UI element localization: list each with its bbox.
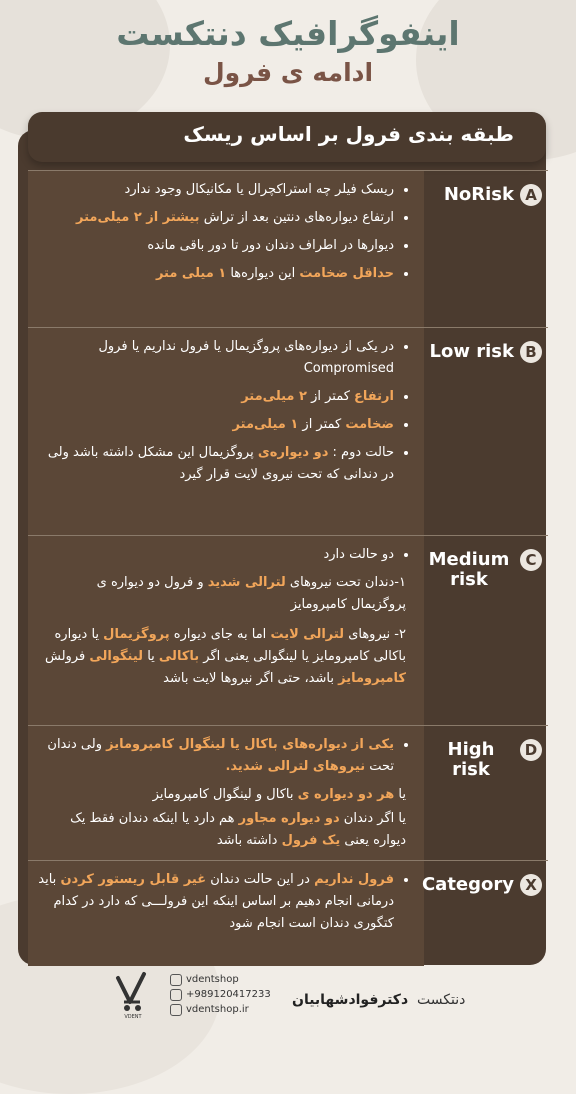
highlight-text: بیشتر از ۲ میلی‌متر xyxy=(76,210,200,225)
body-text: یا دیواره باکالی کامپرومایز یا لینگوالی یعنی اگر xyxy=(54,627,406,664)
risk-row-label xyxy=(421,861,548,966)
page-title: اینفوگرافیک دنتکست xyxy=(116,14,460,53)
body-text: و فرول دو دیواره ی پروگزیمال کامپرومایز xyxy=(96,575,406,612)
risk-level-name: High risk xyxy=(447,739,495,780)
risk-badge: X xyxy=(520,874,542,896)
risk-badge: C xyxy=(520,549,542,571)
risk-row-label xyxy=(428,726,548,861)
bullet-list xyxy=(38,179,410,285)
list-item xyxy=(38,442,394,486)
instagram-icon xyxy=(170,974,182,986)
highlight-text: یک فرول xyxy=(281,833,341,848)
footer-contacts xyxy=(170,972,271,1017)
highlight-text: دو دیواره‌ی xyxy=(257,445,329,460)
body-text: یا اگر دندان xyxy=(339,811,406,826)
paragraph xyxy=(38,572,410,616)
highlight-text: ارتفاع xyxy=(354,389,394,404)
risk-row-label xyxy=(428,328,548,536)
phone-icon xyxy=(170,989,182,1001)
risk-badge: D xyxy=(520,739,542,761)
risk-description xyxy=(38,544,410,692)
bullet-list xyxy=(38,336,410,486)
risk-row-content xyxy=(28,726,424,861)
body-text: باید درمانی انجام دهیم بر اساس اینکه این فرولـــی که دارد در کدام کتگوری دندان است انجام شود xyxy=(38,872,394,931)
body-text: حالت دوم : xyxy=(328,445,394,460)
highlight-text: غیر قابل ریستور کردن xyxy=(60,872,207,887)
list-item xyxy=(38,263,394,285)
list-item xyxy=(38,207,394,229)
highlight-text: یکی از دیواره‌های باکال یا لینگوال کامپرومایز xyxy=(106,737,394,752)
body-text: باشد، حتی اگر نیروها لایت باشد xyxy=(163,671,339,686)
section-header-text: طبقه بندی فرول بر اساس ریسک xyxy=(183,122,514,146)
highlight-text: ۱ میلی‌متر xyxy=(232,417,299,432)
risk-label xyxy=(430,342,542,363)
highlight-text: ۲ میلی‌متر xyxy=(241,389,307,404)
phone-contact[interactable]: +989120417233 xyxy=(170,987,271,1002)
website-contact[interactable]: vdentshop.ir xyxy=(170,1002,271,1017)
body-text: دو حالت دارد xyxy=(323,547,394,562)
paragraph xyxy=(38,624,410,690)
list-item xyxy=(38,544,394,566)
body-text: فرولش xyxy=(45,649,90,664)
list-item xyxy=(38,414,394,436)
body-text: کمتر از xyxy=(306,389,355,404)
list-item xyxy=(38,235,394,257)
list-item xyxy=(38,179,394,201)
risk-row-content xyxy=(28,328,424,536)
highlight-text: دو دیواره مجاور xyxy=(238,811,340,826)
risk-row xyxy=(28,535,548,726)
bullet-list xyxy=(38,869,410,935)
highlight-text: لترالی لایت xyxy=(270,627,345,642)
body-text: هم دارد یا اینکه دندان فقط یک دیواره یعنی xyxy=(70,811,406,848)
highlight-text: حداقل ضخامت xyxy=(299,266,394,281)
highlight-text: باکالی xyxy=(158,649,200,664)
risk-description xyxy=(38,734,410,854)
risk-row-content xyxy=(28,171,424,328)
highlight-text: ۱ میلی متر xyxy=(155,266,227,281)
body-text: ۲- نیروهای xyxy=(344,627,406,642)
body-text: این دیواره‌ها xyxy=(226,266,300,281)
risk-description xyxy=(38,336,410,492)
list-item xyxy=(38,734,394,778)
risk-description xyxy=(38,869,410,941)
globe-icon xyxy=(170,1004,182,1016)
risk-level-name: Medium risk xyxy=(428,549,510,590)
body-text: باکال و لینگوال کامپرومایز xyxy=(152,787,298,802)
highlight-text: لترالی شدید xyxy=(207,575,286,590)
body-text: یا xyxy=(143,649,159,664)
risk-label xyxy=(428,740,542,780)
body-text: یا xyxy=(394,787,406,802)
page-subtitle: ادامه ی فرول xyxy=(202,58,374,87)
risk-row xyxy=(28,327,548,536)
highlight-text: نیروهای لترالی شدید. xyxy=(225,759,366,774)
risk-badge: A xyxy=(520,184,542,206)
risk-label xyxy=(444,185,542,206)
risk-row-content xyxy=(28,861,424,966)
body-text: کمتر از xyxy=(298,417,346,432)
risk-row-label xyxy=(428,171,548,328)
risk-row xyxy=(28,170,548,328)
vdent-logo-icon xyxy=(110,968,156,1020)
highlight-text: هر دو دیواره ی xyxy=(297,787,395,802)
risk-level-name: Category xyxy=(421,874,514,895)
risk-label xyxy=(422,875,542,896)
list-item xyxy=(38,386,394,408)
risk-badge: B xyxy=(520,341,542,363)
body-text: داشته باشد xyxy=(216,833,282,848)
risk-row xyxy=(28,860,548,966)
paragraph xyxy=(38,784,410,806)
body-text: ۱-دندان تحت نیروهای xyxy=(285,575,406,590)
body-text: در یکی از دیواره‌های پروگزیمال یا فرول نداریم یا فرول Compromised xyxy=(98,339,394,376)
list-item xyxy=(38,336,394,380)
risk-label xyxy=(424,550,542,590)
svg-text:VDENT: VDENT xyxy=(124,1014,142,1020)
risk-row xyxy=(28,725,548,861)
risk-level-name: Low risk xyxy=(429,341,514,362)
risk-description xyxy=(38,179,410,291)
risk-level-name: NoRisk xyxy=(443,184,514,205)
bullet-list xyxy=(38,734,410,778)
paragraph xyxy=(38,808,410,852)
highlight-text: ضخامت xyxy=(345,417,394,432)
author-credit: دنتکست دکترفوادشهابیان xyxy=(292,992,466,1008)
risk-row-label xyxy=(428,536,548,726)
body-text: ولی دندان تحت xyxy=(47,737,394,774)
instagram-contact[interactable]: vdentshop xyxy=(170,972,271,987)
body-text: ریسک فیلر چه استراکچرال یا مکانیکال وجود ندارد xyxy=(124,182,394,197)
bullet-list xyxy=(38,544,410,566)
section-header xyxy=(28,112,546,162)
body-text: پروگزیمال این مشکل داشته باشد ولی در دندانی که تحت نیروی لایت قرار گیرد xyxy=(47,445,394,482)
list-item xyxy=(38,869,394,935)
highlight-text: پروگزیمال xyxy=(103,627,170,642)
body-text: دیوارها در اطراف دندان دور تا دور باقی مانده xyxy=(147,238,394,253)
body-text: اما به جای دیواره xyxy=(169,627,271,642)
body-text: در این حالت دندان xyxy=(206,872,315,887)
risk-row-content xyxy=(28,536,424,726)
highlight-text: لینگوالی xyxy=(89,649,144,664)
highlight-text: کامپرومایز xyxy=(338,671,406,686)
highlight-text: فرول نداریم xyxy=(314,872,394,887)
body-text: ارتفاع دیواره‌های دنتین بعد از تراش xyxy=(199,210,394,225)
